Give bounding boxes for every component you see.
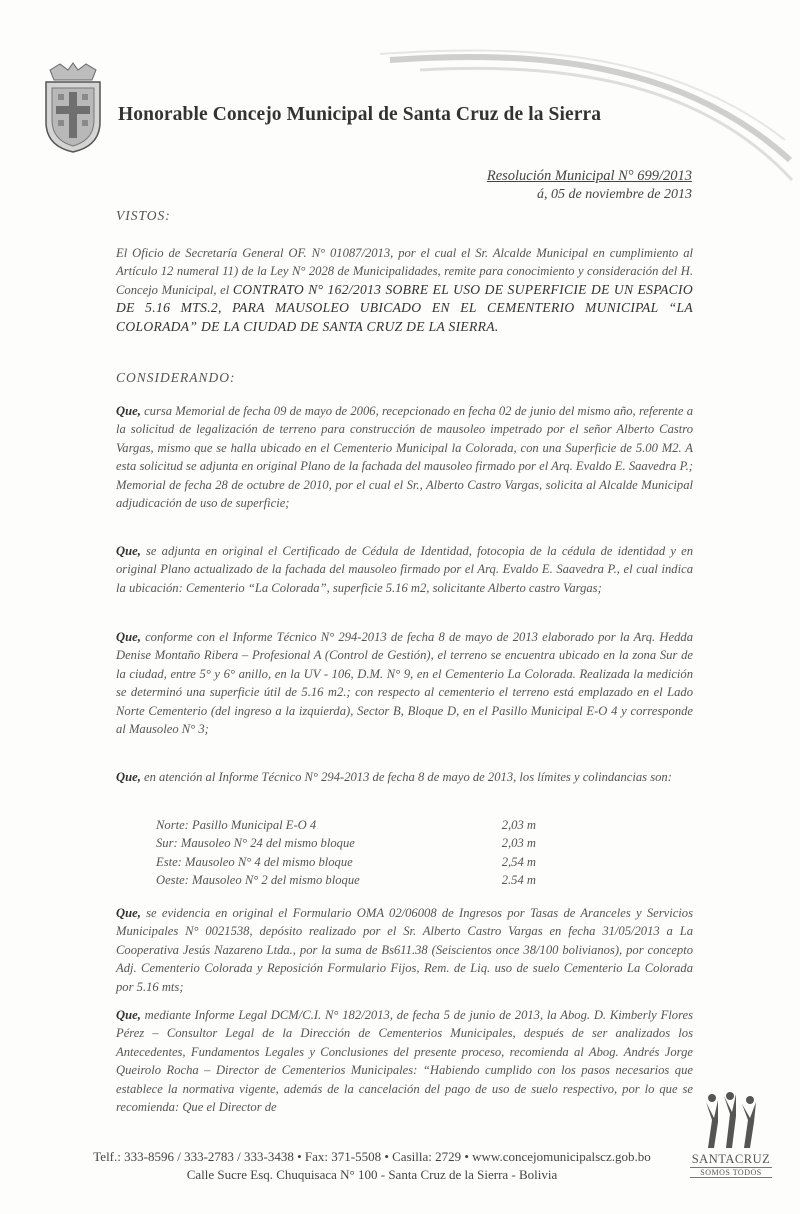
- vistos-text: El Oficio de Secretaría General OF. N° 01087/2013, por el cual el Sr. Alcalde Municipal en cumplimiento al Artículo 12 numeral 11) de la Ley N° 2028 de Municipalidades, remite para conocimiento y consideración del H. Concejo Municipal, el: [116, 246, 693, 297]
- paragraph-lead: Que,: [116, 1008, 141, 1022]
- vistos-contract-text: CONTRATO N° 162/2013 SOBRE EL USO DE SUPERFICIE DE UN ESPACIO DE 5.16 MTS.2, PARA MAUSOLEO UBICADO EN EL CEMENTERIO MUNICIPAL “LA COLORADA” DE LA CIUDAD DE SANTA CRUZ DE LA SIERRA.: [116, 281, 693, 334]
- coat-of-arms-icon: [40, 62, 106, 154]
- resolution-number: Resolución Municipal N° 699/2013: [486, 168, 692, 184]
- considerando-paragraph: [116, 402, 693, 512]
- vistos-heading: VISTOS:: [116, 208, 171, 223]
- considerando-heading: CONSIDERANDO:: [116, 370, 236, 385]
- table-row: [156, 872, 556, 891]
- santacruz-logo-text: [690, 1152, 772, 1178]
- footer-address-line: Calle Sucre Esq. Chuquisaca N° 100 - Santa Cruz de la Sierra - Bolivia: [186, 1167, 558, 1182]
- limit-label: Oeste: Mausoleo N° 2 del mismo bloque: [156, 873, 360, 888]
- considerando-paragraph: [116, 904, 693, 996]
- paragraph-text: en atención al Informe Técnico N° 294-2013 de fecha 8 de mayo de 2013, los límites y colindancias son:: [140, 770, 672, 784]
- considerando-paragraph: [116, 768, 693, 786]
- vistos-paragraph: [116, 244, 693, 336]
- footer: [52, 1148, 692, 1184]
- considerando-paragraph: [116, 628, 693, 738]
- table-row: [156, 853, 556, 872]
- limit-value: 2,03 m: [501, 836, 536, 851]
- paragraph-text: se evidencia en original el Formulario OMA 02/06008 de Ingresos por Tasas de Aranceles y Servicios Municipales N° 0021538, depósito realizado por el Sr. Alberto Castro Vargas en fecha 31/05/2013 a La Cooperativa Jesús Nazareno Ltda., por la suma de Bs611.38 (Seiscientos once 38/100 bolivianos), por concepto Adj. Cementerio Colorada y Reposición Formulario Fijos, Rem. de Liq. uso de suelo Cementerio La Colorada por 5.16 mts;: [116, 906, 693, 994]
- considerando-paragraph: [116, 1006, 693, 1116]
- limit-label: Sur: Mausoleo N° 24 del mismo bloque: [156, 836, 355, 851]
- limit-value: 2,03 m: [501, 817, 536, 832]
- limits-table: [156, 816, 556, 890]
- paragraph-text: mediante Informe Legal DCM/C.I. N° 182/2013, de fecha 5 de junio de 2013, la Abog. D. Kimberly Flores Pérez – Consultor Legal de la Dirección de Cementerios Municipales, después de ser analizados los Antecedentes, Fundamentos Legales y Conclusiones del presente proceso, recomienda al Abog. Andrés Jorge Queirolo Rocha – Director de Cementerios Municipales: “Habiendo cumplido con los pasos necesarios que establece la normativa vigente, además de la cancelación del pago de uso de suelo respectivo, por lo que se recomienda: Que el Director de: [116, 1008, 693, 1115]
- paragraph-lead: Que,: [116, 770, 141, 784]
- resolution-date: á, 05 de noviembre de 2013: [537, 187, 692, 202]
- paragraph-text: conforme con el Informe Técnico N° 294-2013 de fecha 8 de mayo de 2013 elaborado por la Arq. Hedda Denise Montaño Ribera – Profesional A (Control de Gestión), el terreno se encuentra ubicado en la zona Sur de la ciudad, entre 5° y 6° anillo, en la UV - 106, D.M. N° 9, en el Cementerio La Colorada. Realizada la medición se determinó una superficie útil de 5.16 m2.; con respecto al cementerio el terreno está emplazado en el Lado Norte Cementerio (del ingreso a la izquierda), Sector B, Bloque D, en el Pasillo Municipal E-O 4 y corresponde al Mausoleo N° 3;: [116, 630, 693, 737]
- footer-contact-line: Telf.: 333-8596 / 333-2783 / 333-3438 • Fax: 371-5508 • Casilla: 2729 • www.concejomunicipalscz.gob.bo: [93, 1149, 651, 1164]
- considerando-paragraph: [116, 542, 693, 597]
- limit-label: Norte: Pasillo Municipal E-O 4: [156, 817, 317, 832]
- organization-title: Honorable Concejo Municipal de Santa Cruz de la Sierra: [118, 104, 602, 125]
- table-row: [156, 816, 556, 835]
- resolution-block: [487, 168, 692, 203]
- table-row: [156, 835, 556, 854]
- limit-value: 2.54 m: [501, 873, 536, 888]
- paragraph-lead: Que,: [116, 906, 141, 920]
- paragraph-lead: Que,: [116, 404, 141, 418]
- paragraph-text: se adjunta en original el Certificado de Cédula de Identidad, fotocopia de la cédula de identidad y en original Plano actualizado de la fachada del mausoleo firmado por el Arq. Evaldo E. Saavedra P., el cual indica la ubicación: Cementerio “La Colorada”, superficie 5.16 m2, solicitante Alberto castro Vargas;: [116, 544, 693, 595]
- logo-name: SANTACRUZ: [691, 1152, 771, 1166]
- paragraph-text: cursa Memorial de fecha 09 de mayo de 2006, recepcionado en fecha 02 de junio del mismo año, referente a la solicitud de legalización de terreno para construcción de mausoleo impetrado por el señor Alberto Castro Vargas, mismo que se halla ubicado en el Cementerio Municipal la Colorada, con una Superficie de 5.00 M2. A esta solicitud se adjunta en original Plano de la fachada del mausoleo firmado por el Arq. Evaldo E. Saavedra P.; Memorial de fecha 28 de octubre de 2010, por el cual el Sr., Alberto Castro Vargas, solicita al Alcalde Municipal adjudicación de uso de superficie;: [116, 404, 693, 511]
- paragraph-lead: Que,: [116, 630, 141, 644]
- limit-value: 2,54 m: [501, 854, 536, 869]
- paragraph-lead: Que,: [116, 544, 141, 558]
- logo-tagline: SOMOS TODOS: [690, 1167, 772, 1178]
- limit-label: Este: Mausoleo N° 4 del mismo bloque: [156, 854, 353, 869]
